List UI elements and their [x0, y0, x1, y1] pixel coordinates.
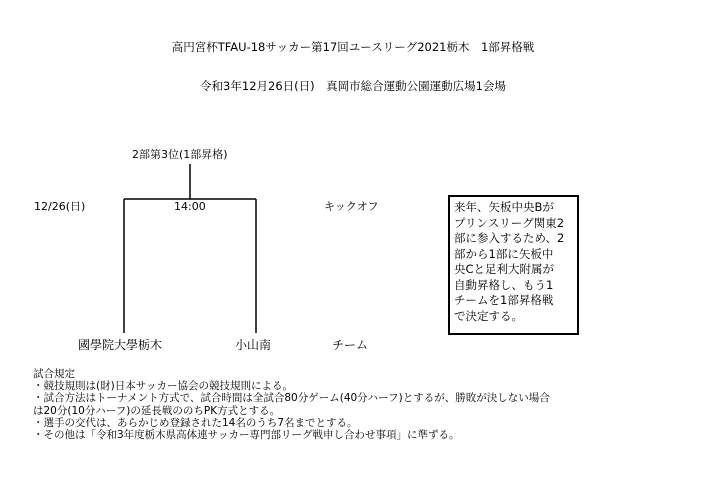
note-line: 部に参入するため、2 [454, 231, 565, 245]
rule-line: ・その他は「令和3年度栃木県高体連サッカー専門部リーグ戦申し合わせ事項」に準ずる。 [33, 429, 460, 442]
team-label: チーム [332, 338, 369, 352]
rule-line: ・選手の交代は、あらかじめ登録された14名のうち7名までとする。 [33, 416, 358, 429]
rule-line: ・試合方法はトーナメント方式で、試合時間は全試合80分ゲーム(40分ハーフ)とするが、勝敗が決しない場合 [33, 392, 550, 405]
team-right: 小山南 [235, 338, 272, 352]
rule-line: は20分(10分ハーフ)の延長戦ののちPK方式とする。 [33, 404, 281, 417]
kickoff-label: キックオフ [324, 200, 379, 213]
date-venue: 令和3年12月26日(日) 真岡市総合運動公園運動広場1会場 [200, 79, 506, 93]
rules-heading: 試合規定 [33, 368, 75, 380]
team-left: 國學院大學栃木 [78, 338, 163, 352]
note-line: 自動昇格し、もう1 [454, 277, 554, 292]
match-rules [33, 368, 693, 441]
note-line: 部から1部に矢板中 [454, 246, 554, 261]
promotion-note [448, 195, 579, 335]
note-line: プリンスリーグ関東2 [454, 215, 565, 230]
page-title: 高円宮杯TFAU-18サッカー第17回ユースリーグ2021栃木 1部昇格戦 [171, 40, 535, 54]
note-line: で決定する。 [454, 308, 523, 323]
rule-line: ・競技規則は(財)日本サッカー協会の競技規則による。 [33, 380, 293, 393]
kickoff-time: 14:00 [174, 200, 206, 213]
winner-label: 2部第3位(1部昇格) [132, 148, 228, 161]
note-line: 来年、矢板中央Bが [454, 200, 554, 214]
match-date: 12/26(日) [34, 200, 86, 213]
note-line: チームを1部昇格戦 [454, 293, 554, 307]
note-line: 央Cと足利大附属が [454, 262, 555, 276]
